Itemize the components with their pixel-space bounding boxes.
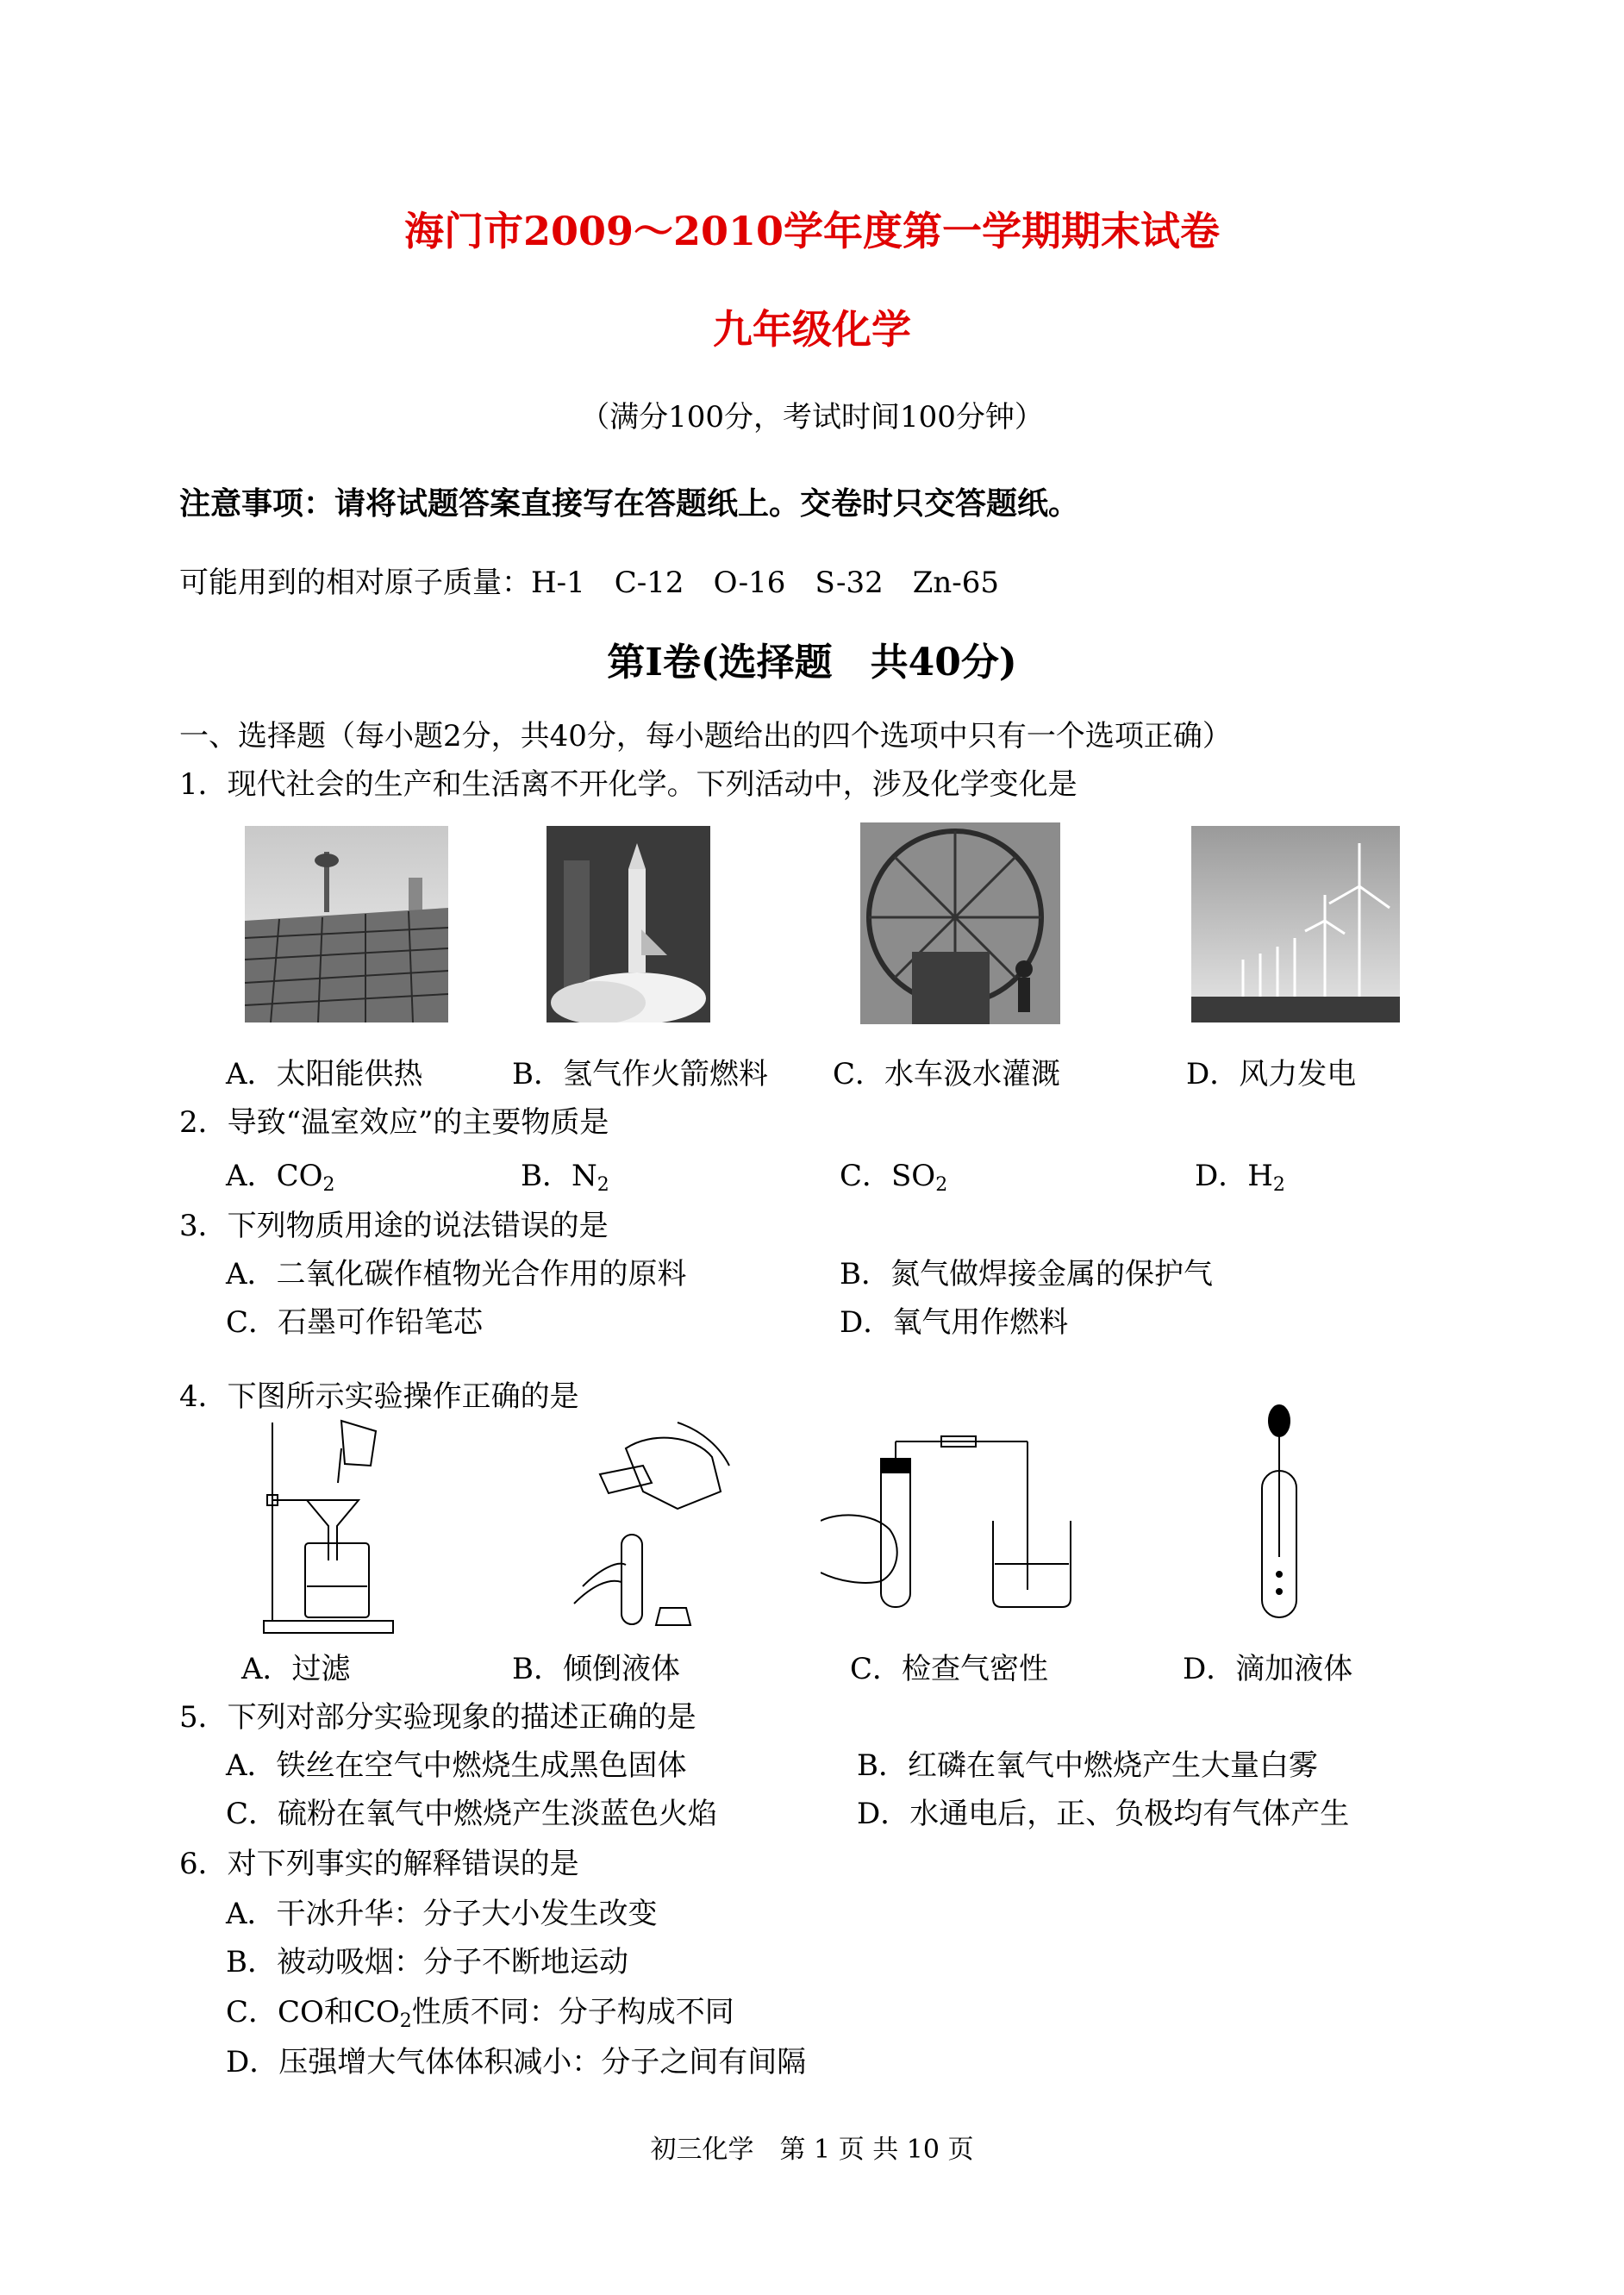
dropper-drawing <box>1245 1402 1314 1626</box>
q6-option-b: B．被动吸烟：分子不断地运动 <box>226 1945 628 1979</box>
q2-stem: 2．导致“温室效应”的主要物质是 <box>179 1105 609 1140</box>
q1-option-b: B．氢气作火箭燃料 <box>512 1057 768 1091</box>
q2-option-c: C．$SO_2$ <box>840 1159 948 1196</box>
atomic-mass-zn: Zn-65 <box>912 566 1000 600</box>
q6-option-d: D．压强增大气体体积减小：分子之间有间隔 <box>226 2045 807 2079</box>
q2-option-d: D．$H_2$ <box>1195 1159 1285 1196</box>
section-instruction: 一、选择题（每小题2分，共40分，每小题给出的四个选项中只有一个选项正确） <box>179 719 1232 754</box>
pouring-liquid-drawing <box>548 1414 738 1640</box>
q5-option-c: C．硫粉在氧气中燃烧产生淡蓝色火焰 <box>226 1797 718 1831</box>
atomic-mass-o: O-16 <box>713 566 786 600</box>
notice: 注意事项：请将试题答案直接写在答题纸上。交卷时只交答题纸。 <box>179 486 1080 522</box>
exam-subtitle: 九年级化学 <box>713 306 911 353</box>
q5-stem: 5．下列对部分实验现象的描述正确的是 <box>179 1700 696 1735</box>
wind-turbine-photo <box>1191 826 1400 1022</box>
page-footer: 初三化学 第 1 页 共 10 页 <box>650 2135 974 2165</box>
q4-option-a: A．过滤 <box>241 1652 351 1686</box>
q1-option-a: A．太阳能供热 <box>226 1057 423 1091</box>
waterwheel-photo <box>860 822 1060 1024</box>
q3-option-b: B．氮气做焊接金属的保护气 <box>840 1257 1213 1291</box>
q5-option-a: A．铁丝在空气中燃烧生成黑色固体 <box>226 1748 687 1783</box>
rocket-launch-photo <box>547 826 710 1022</box>
q3-option-d: D．氧气用作燃料 <box>840 1305 1069 1340</box>
atomic-mass-c: C-12 <box>614 566 684 600</box>
q5-option-b: B．红磷在氧气中燃烧产生大量白雾 <box>857 1748 1318 1783</box>
q4-option-b: B．倾倒液体 <box>512 1652 680 1686</box>
exam-title: 海门市2009～2010学年度第一学期期末试卷 <box>403 208 1221 254</box>
atomic-mass-h: H-1 <box>531 566 585 600</box>
q3-option-c: C．石墨可作铅笔芯 <box>226 1305 484 1340</box>
q3-option-a: A．二氧化碳作植物光合作用的原料 <box>226 1257 687 1291</box>
q2-option-a: A．$CO_2$ <box>226 1159 335 1196</box>
q1-option-c: C．水车汲水灌溉 <box>833 1057 1061 1091</box>
q5-option-d: D．水通电后，正、负极均有气体产生 <box>857 1797 1350 1831</box>
atomic-mass-s: S-32 <box>815 566 884 600</box>
q6-stem: 6．对下列事实的解释错误的是 <box>179 1847 579 1881</box>
q3-stem: 3．下列物质用途的说法错误的是 <box>179 1209 609 1243</box>
atomic-mass-label: 可能用到的相对原子质量： <box>179 566 531 600</box>
solar-heater-photo <box>245 826 448 1022</box>
q4-option-c: C．检查气密性 <box>850 1652 1049 1686</box>
airtightness-check-drawing <box>821 1435 1096 1624</box>
q4-option-d: D．滴加液体 <box>1183 1652 1353 1686</box>
q6-option-c: C．CO和$CO_2$性质不同：分子构成不同 <box>226 1995 734 2032</box>
q2-option-b: B．$N_2$ <box>521 1159 609 1196</box>
q4-stem: 4．下图所示实验操作正确的是 <box>179 1379 579 1414</box>
section-heading: 第Ⅰ卷(选择题 共40分) <box>607 641 1017 685</box>
score-info: （满分100分，考试时间100分钟） <box>580 400 1044 435</box>
q1-stem: 1．现代社会的生产和生活离不开化学。下列活动中，涉及化学变化是 <box>179 767 1077 802</box>
q6-option-a: A．干冰升华：分子大小发生改变 <box>226 1897 658 1931</box>
q1-option-d: D．风力发电 <box>1186 1057 1357 1091</box>
filtration-apparatus-drawing <box>255 1414 402 1638</box>
atomic-mass-line <box>179 559 999 601</box>
